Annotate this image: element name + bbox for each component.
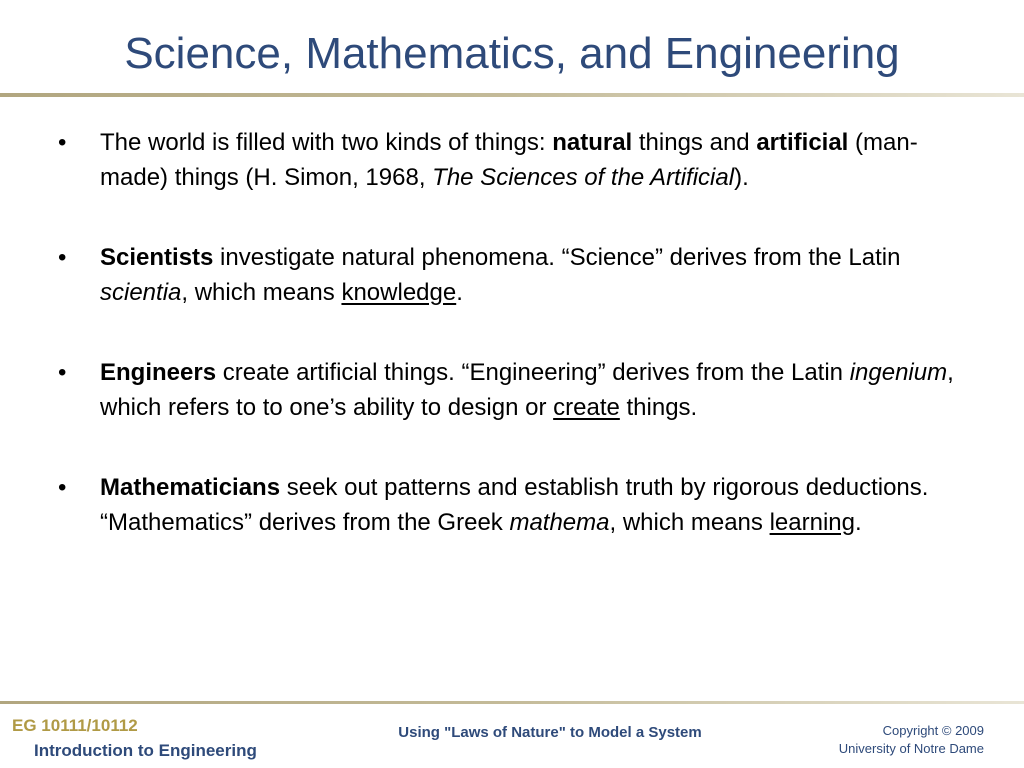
course-code: EG 10111/10112 bbox=[12, 716, 138, 735]
bullet-text-segment: things. bbox=[619, 393, 698, 421]
bullet-text-segment: . bbox=[854, 508, 862, 536]
bullet-text-segment: learning bbox=[769, 508, 855, 536]
bullet-text-segment: seek out patterns and establish truth by rigorous deductions. “Mathematics” derives from the Greek bbox=[100, 474, 929, 536]
bullet-text-segment: ). bbox=[734, 163, 749, 191]
bullet-text-segment: mathema bbox=[509, 508, 610, 536]
bullet-text-segment: Scientists bbox=[100, 244, 214, 271]
institution-name: University of Notre Dame bbox=[838, 741, 984, 756]
copyright-text: Copyright © 2009 bbox=[882, 723, 984, 738]
bullet-text-segment: Engineers bbox=[100, 359, 217, 386]
bullet-icon: • bbox=[58, 359, 67, 386]
bullet-text-segment: Mathematicians bbox=[100, 474, 281, 501]
lecture-title: Using "Laws of Nature" to Model a System bbox=[398, 724, 702, 741]
bullet-text-segment: investigate natural phenomena. “Science” derives from the Latin bbox=[213, 244, 901, 271]
bullet-text-segment: The Sciences of the Artificial bbox=[432, 163, 735, 191]
bullet-text-segment: (man-made) things (H. Simon, 1968, bbox=[100, 129, 918, 191]
bullet-text-segment: . bbox=[456, 278, 463, 306]
bullet-item bbox=[58, 356, 958, 425]
footer-divider bbox=[0, 701, 1024, 704]
bullet-text-segment: natural bbox=[552, 129, 633, 156]
bullet-item bbox=[58, 241, 958, 310]
bullet-icon: • bbox=[58, 244, 67, 271]
bullet-text-segment: scientia bbox=[100, 278, 182, 306]
bullet-icon: • bbox=[58, 129, 67, 156]
bullet-text-segment: artificial bbox=[756, 129, 849, 156]
bullet-text-segment: create artificial things. “Engineering” derives from the Latin bbox=[216, 359, 850, 386]
bullet-text-segment: knowledge bbox=[341, 278, 457, 306]
bullet-text-segment: things and bbox=[632, 129, 757, 156]
copyright-block bbox=[839, 722, 984, 758]
bullet-item bbox=[58, 471, 958, 540]
bullet-text-segment: ingenium bbox=[849, 359, 948, 386]
bullet-list bbox=[58, 126, 958, 586]
slide-title: Science, Mathematics, and Engineering bbox=[124, 29, 900, 78]
bullet-text-segment: , which refers to to one’s ability to design or bbox=[100, 359, 954, 421]
title-divider bbox=[0, 93, 1024, 97]
bullet-item bbox=[58, 126, 958, 195]
bullet-icon: • bbox=[58, 474, 67, 501]
bullet-text-segment: , which means bbox=[181, 278, 342, 306]
bullet-text-segment: , which means bbox=[609, 508, 770, 536]
course-name: Introduction to Engineering bbox=[34, 741, 257, 760]
bullet-text-segment: create bbox=[553, 393, 620, 421]
bullet-text-segment: The world is filled with two kinds of things: bbox=[100, 129, 553, 156]
